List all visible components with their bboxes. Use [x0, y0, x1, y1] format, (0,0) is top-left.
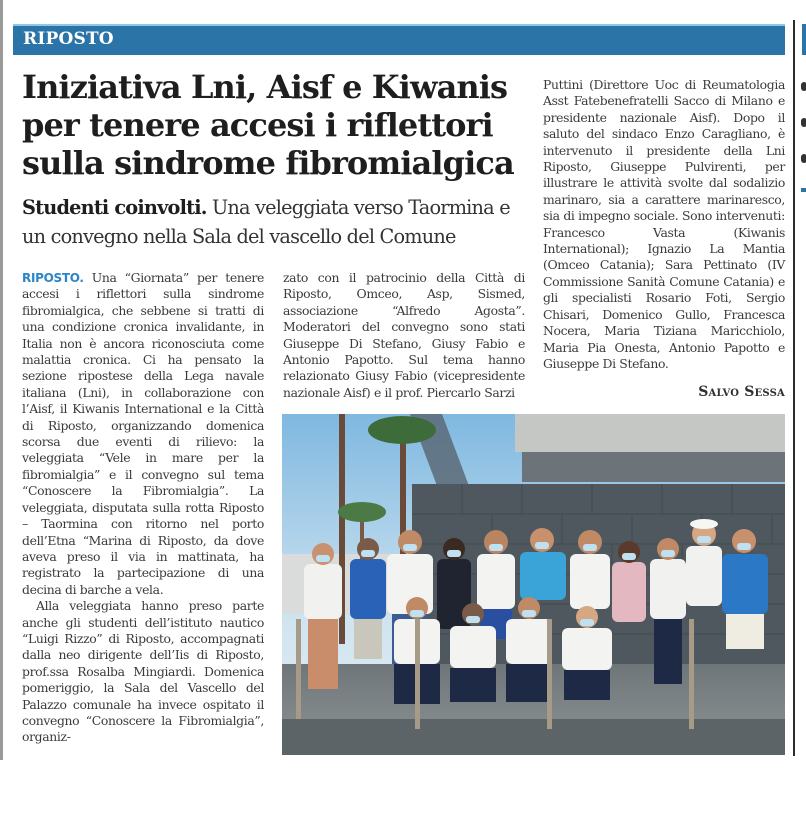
- body-paragraph: zato con il patrocinio della Città di Riposto, Omceo, Asp, Sismed, associazione “Alfredo Agosta”. Moderatori del convegno sono stati Giuseppe Di Stefano, Giusy Fabio e Antonio Papotto. Sul tema hanno relazionato Giusy Fabio (vicepresidente nazionale Aisf) e il prof. Piercarlo Sarzi: [283, 270, 525, 400]
- article-subhead: [22, 193, 532, 251]
- article-photo: [282, 414, 785, 755]
- subhead-lead: Studenti coinvolti.: [22, 196, 207, 219]
- section-header: [13, 24, 785, 55]
- article-column-3: [543, 77, 785, 372]
- author-byline: Salvo Sessa: [698, 384, 785, 400]
- article-headline: Iniziativa Lni, Aisf e Kiwanis per tenere accesi i riflettori sulla sindrome fibromialgica: [22, 68, 514, 182]
- subhead-text: Una veleggiata verso Taormina e un convegno nella Sala del vascello del Comune: [22, 196, 510, 248]
- body-text: Una “Giornata” per tenere accesi i riflettori sulla sindrome fibromialgica, che sebbene si tratti di una condizione cronica invalidante, in Italia non è ancora riconosciuta come malattia cronica. Ci ha pensato la sezione ripostese della Lega navale italiana (Lni), in collaborazione con l’Aisf, il Kiwanis International e la Città di Riposto, organizzando domenica scorsa due eventi di rilievo: la veleggiata “Vele in mare per la fibromialgia” e il convegno sul tema “Conoscere la Fibromialgia”. La veleggiata, disputata sulla rotta Riposto – Taormina con ritorno nel porto dell’Etna “Marina di Riposto, da dove aveva preso il via in mattinata, ha registrato la partecipazione di una decina di barche a vela.: [22, 270, 264, 597]
- body-paragraph: Puttini (Direttore Uoc di Reumatologia Asst Fatebenefratelli Sacco di Milano e presidente nazionale Aisf). Dopo il saluto del sindaco Enzo Caragliano, è intervenuto il presidente della Lni Riposto, Giuseppe Pulvirenti, per illustrare le attività svolte dal sodalizio marinaro, sia a carattere marinaresco, sia di impegno sociale. Sono intervenuti: Francesco Vasta (Kiwanis International); Ignazio La Mantia (Omceo Catania); Sara Pettinato (IV Commissione Sanità Comune Catania) e gli specialisti Rosario Foti, Sergio Chisari, Domenico Gullo, Francesca Nocera, Maria Tiziana Maricchiolo, Maria Pia Onesta, Antonio Papotto e Giuseppe Di Stefano.: [543, 77, 785, 371]
- palm-fronds: [368, 416, 436, 444]
- adjacent-kicker: [801, 188, 806, 192]
- article-column-2: [283, 270, 525, 401]
- palm-fronds: [338, 502, 386, 522]
- page-left-edge: [0, 0, 3, 760]
- adjacent-bullet-icon: [801, 154, 806, 163]
- group-photo-image: [282, 414, 785, 755]
- canopy-underside: [522, 452, 785, 482]
- body-paragraph: Alla veleggiata hanno preso parte anche gli studenti dell’istituto nautico “Luigi Rizzo” di Riposto, accompagnati dalla neo dirigente dell’Iis di Riposto, prof.ssa Rosalba Mingiardi. Domenica pomeriggio, la Sala del Vascello del Palazzo comunale ha invece ospitato il convegno “Conoscere la Fibromialgia”, organiz-: [22, 598, 264, 745]
- column-divider: [793, 20, 795, 756]
- dateline-kicker: RIPOSTO.: [22, 271, 84, 285]
- article-column-1: [22, 270, 264, 746]
- section-title: RIPOSTO: [23, 29, 114, 49]
- pavement-foreground: [282, 719, 785, 755]
- canopy-roof: [515, 414, 785, 452]
- adjacent-bullet-icon: [801, 82, 806, 91]
- body-paragraph: [22, 270, 264, 598]
- adjacent-section-header: [802, 24, 806, 55]
- adjacent-bullet-icon: [801, 118, 806, 127]
